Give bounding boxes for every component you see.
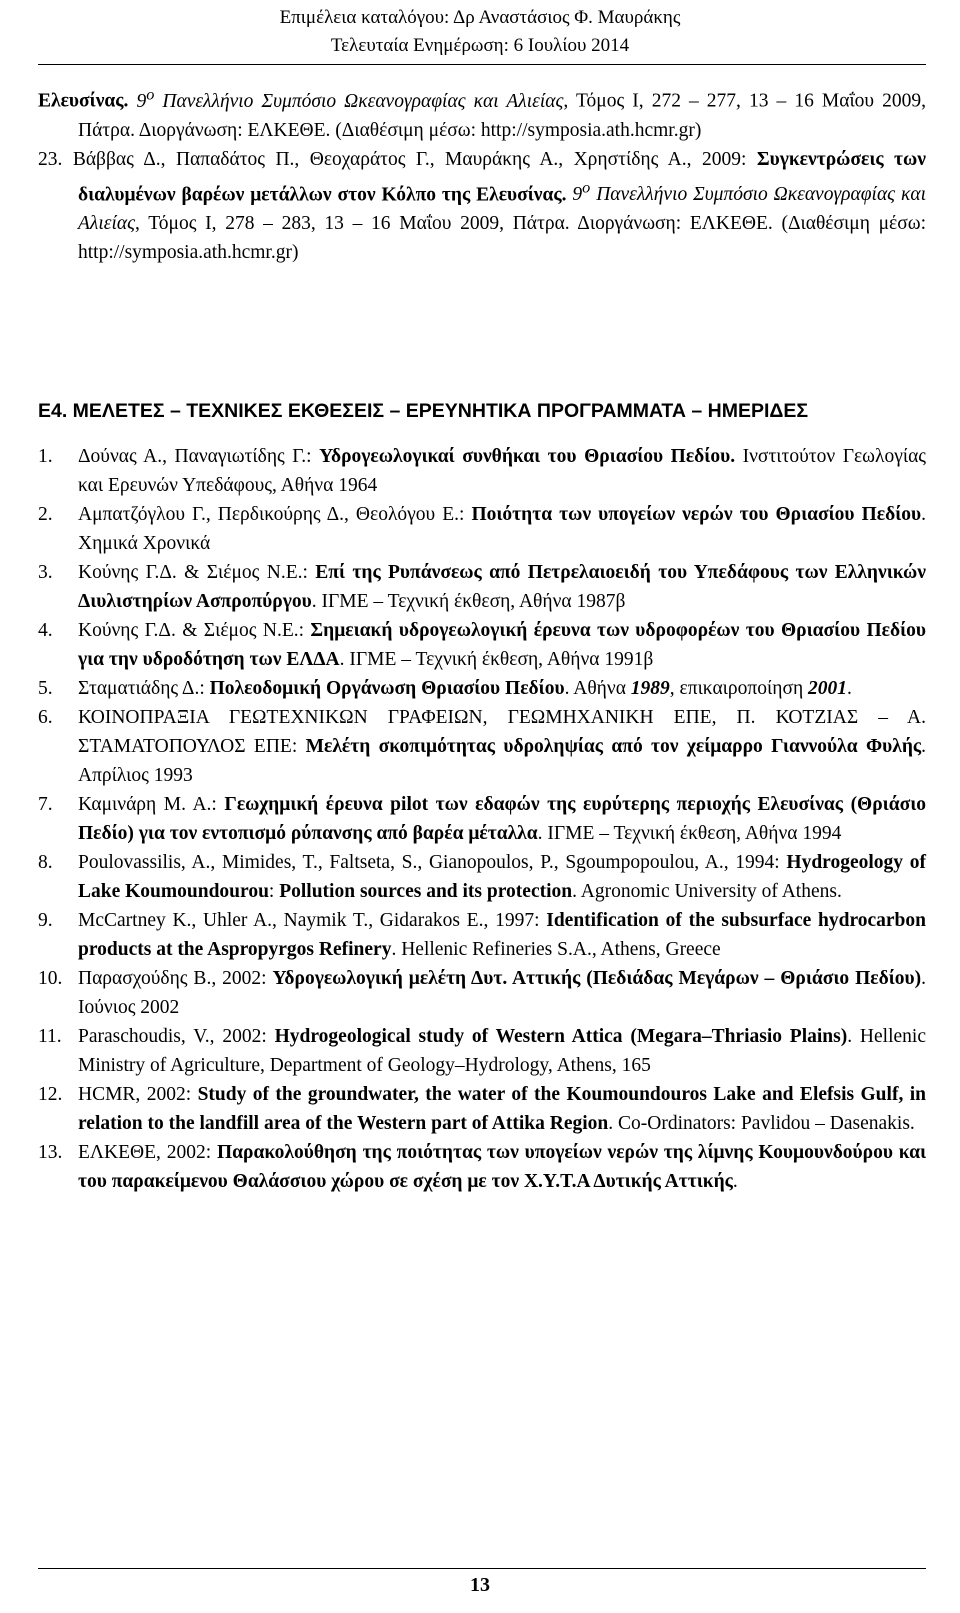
reference-details: . Χημικά Χρονικά: [78, 504, 926, 554]
conference-number: 9: [572, 184, 583, 205]
reference-details: . Αθήνα: [564, 678, 631, 699]
reference-item-1: [38, 442, 926, 500]
reference-number: 4.: [38, 620, 53, 641]
reference-details: . ΙΓΜΕ – Τεχνική έκθεση, Αθήνα 1987β: [311, 591, 626, 612]
reference-item-9: [38, 906, 926, 964]
reference-subtitle: Pollution sources and its protection: [279, 881, 573, 902]
reference-authors: McCartney K., Uhler A., Naymik T., Gidarakos E., 1997:: [78, 910, 547, 931]
reference-23: [38, 145, 926, 268]
reference-number: 11.: [38, 1026, 62, 1047]
reference-details: .: [732, 1171, 738, 1192]
header-divider: [38, 64, 926, 65]
reference-number: 12.: [38, 1084, 63, 1105]
reference-number: 2.: [38, 504, 53, 525]
reference-list: [38, 442, 926, 1196]
reference-number: 10.: [38, 968, 63, 989]
reference-authors: Αμπατζόγλου Γ., Περδικούρης Δ., Θεολόγου Ε.:: [78, 504, 472, 525]
section-title-spacer: [38, 426, 926, 442]
reference-authors: HCMR, 2002:: [78, 1084, 198, 1105]
reference-details: . ΙΓΜΕ – Τεχνική έκθεση, Αθήνα 1991β: [339, 649, 654, 670]
reference-details: . Co-Ordinators: Pavlidou – Dasenakis.: [608, 1113, 915, 1134]
reference-title: Επί της Ρυπάνσεως από Πετρελαιοειδή του Υπεδάφους των Ελληνικών Διυλιστηρίων Ασπροπύργου: [78, 562, 926, 612]
footer-divider: [38, 1568, 926, 1569]
reference-item-10: [38, 964, 926, 1022]
reference-details: . Agronomic University of Athens.: [572, 881, 842, 902]
reference-details: , Τόμος Ι, 278 – 283, 13 – 16 Μαΐου 2009, Πάτρα. Διοργάνωση: ΕΛΚΕΘΕ. (Διαθέσιμη μέσω: http://symposia.ath.hcmr.gr): [78, 213, 926, 263]
reference-authors: ΕΛΚΕΘΕ, 2002:: [78, 1142, 217, 1163]
reference-title: Πολεοδομική Οργάνωση Θριασίου Πεδίου: [209, 678, 565, 699]
reference-number: 1.: [38, 446, 53, 467]
reference-item-2: [38, 500, 926, 558]
ordinal-superscript: ο: [582, 178, 591, 197]
reference-authors: Poulovassilis, A., Mimides, T., Faltseta, S., Gianopoulos, P., Sgoumpopoulou, A., 1994:: [78, 852, 787, 873]
reference-title: Identification of the subsurface hydrocarbon products at the Aspropyrgos Refinery: [78, 910, 926, 960]
reference-number: 7.: [38, 794, 53, 815]
reference-details: , Τόμος Ι, 272 – 277, 13 – 16 Μαΐου 2009, Πάτρα. Διοργάνωση: ΕΛΚΕΘΕ. (Διαθέσιμη μέσω: http://symposia.ath.hcmr.gr): [78, 90, 927, 141]
header-update-line: Τελευταία Ενημέρωση: 6 Ιουλίου 2014: [330, 35, 630, 56]
conference-name: Πανελλήνιο Συμπόσιο Ωκεανογραφίας και Αλιείας: [78, 184, 927, 234]
reference-authors: Σταματιάδης Δ.:: [78, 678, 210, 699]
reference-title: Σημειακή υδρογεωλογική έρευνα των υδροφορέων του Θριασίου Πεδίου για την υδροδότηση των ΕΛΔΑ: [78, 620, 926, 670]
reference-authors: Κούνης Γ.Δ. & Σιέμος Ν.Ε.:: [78, 620, 311, 641]
reference-details: . Ιούνιος 2002: [78, 968, 926, 1018]
reference-title: Study of the groundwater, the water of the Koumoundouros Lake and Elefsis Gulf, in relation to the landfill area of the Western part of Attika Region: [78, 1084, 926, 1134]
reference-authors: Βάββας Δ., Παπαδάτος Π., Θεοχαράτος Γ., Μαυράκης Α., Χρηστίδης Α., 2009:: [72, 148, 747, 170]
document-body: [38, 80, 926, 1196]
reference-title: Υδρογεωλογική μελέτη Δυτ. Αττικής (Πεδιάδας Μεγάρων – Θριάσιο Πεδίου): [272, 968, 922, 989]
reference-item-13: [38, 1138, 926, 1196]
reference-item-4: [38, 616, 926, 674]
reference-item-11: [38, 1022, 926, 1080]
reference-title: Ποιότητα των υπογείων νερών του Θριασίου Πεδίου: [471, 504, 922, 525]
reference-number: 9.: [38, 910, 53, 931]
conference-name: Πανελλήνιο Συμπόσιο Ωκεανογραφίας και Αλιείας: [162, 90, 564, 112]
reference-item-12: [38, 1080, 926, 1138]
reference-title: Hydrogeology of Lake Koumoundourou: [78, 852, 926, 902]
reference-title: Συγκεντρώσεις των διαλυμένων βαρέων μετάλλων στον Κόλπο της Ελευσίνας.: [78, 148, 926, 205]
reference-number: 23.: [38, 148, 63, 170]
reference-authors: ΚΟΙΝΟΠΡΑΞΙΑ ΓΕΩΤΕΧΝΙΚΩΝ ΓΡΑΦΕΙΩΝ, ΓΕΩΜΗΧΑΝΙΚΗ ΕΠΕ, Π. ΚΟΤΖΙΑΣ – Α. ΣΤΑΜΑΤΟΠΟΥΛΟΣ ΕΠΕ:: [78, 707, 926, 757]
reference-item-5: [38, 674, 926, 703]
ordinal-superscript: ο: [146, 85, 155, 103]
reference-details: , επικαιροποίηση: [669, 678, 809, 699]
reference-details: Ινστιτούτον Γεωλογίας και Ερευνών Υπεδάφους, Αθήνα 1964: [78, 446, 927, 496]
reference-year: 2001: [808, 678, 848, 699]
reference-title: Hydrogeological study of Western Attica (Megara–Thriasio Plains): [274, 1026, 848, 1047]
reference-details: . ΙΓΜΕ – Τεχνική έκθεση, Αθήνα 1994: [537, 823, 842, 844]
reference-title: Παρακολούθηση της ποιότητας των υπογείων νερών της λίμνης Κουμουνδούρου και του παρακείμενου Θαλάσσιου χώρου σε σχέση με τον Χ.Υ.Τ.Α Δυτικής Αττικής: [78, 1142, 927, 1192]
reference-22-continued: [38, 80, 926, 145]
reference-number: 13.: [38, 1142, 63, 1163]
reference-authors: Καμινάρη Μ. Α.:: [78, 794, 225, 815]
header-editor-line: Επιμέλεια καταλόγου: Δρ Αναστάσιος Φ. Μαυράκης: [279, 7, 681, 28]
reference-item-8: [38, 848, 926, 906]
page-number: 13: [470, 1574, 490, 1596]
reference-authors: Δούνας Α., Παναγιωτίδης Γ.:: [78, 446, 320, 467]
reference-details: . Hellenic Refineries S.A., Athens, Greece: [391, 939, 721, 960]
reference-number: 5.: [38, 678, 53, 699]
reference-title: Ελευσίνας.: [38, 90, 129, 112]
reference-authors: Παρασχούδης Β., 2002:: [78, 968, 273, 989]
reference-authors: Paraschoudis, V., 2002:: [78, 1026, 275, 1047]
section-spacer: [38, 267, 926, 397]
reference-number: 6.: [38, 707, 53, 728]
reference-separator: :: [268, 881, 280, 902]
reference-title: Υδρογεωλογικαί συνθήκαι του Θριασίου Πεδίου.: [319, 446, 736, 467]
reference-title: Γεωχημική έρευνα pilot των εδαφών της ευρύτερης περιοχής Ελευσίνας (Θριάσιο Πεδίο) για τον εντοπισμό ρύπανσης από βαρέα μέταλλα: [78, 794, 926, 844]
reference-item-6: [38, 703, 926, 790]
reference-title: Μελέτη σκοπιμότητας υδροληψίας από τον χείμαρρο Γιαννούλα Φυλής: [305, 736, 922, 757]
section-title: Ε4. ΜΕΛΕΤΕΣ – ΤΕΧΝΙΚΕΣ ΕΚΘΕΣΕΙΣ – ΕΡΕΥΝΗΤΙΚΑ ΠΡΟΓΡΑΜΜΑΤΑ – ΗΜΕΡΙΔΕΣ: [38, 400, 809, 422]
reference-number: 3.: [38, 562, 53, 583]
page-header: [0, 4, 960, 60]
reference-number: 8.: [38, 852, 53, 873]
reference-conference: [136, 85, 564, 112]
reference-year: 1989: [630, 678, 670, 699]
reference-item-7: [38, 790, 926, 848]
conference-number: 9: [136, 90, 147, 112]
reference-authors: Κούνης Γ.Δ. & Σιέμος Ν.Ε.:: [78, 562, 316, 583]
reference-details: .: [847, 678, 852, 699]
reference-details: . Απρίλιος 1993: [78, 736, 927, 786]
reference-details: . Hellenic Ministry of Agriculture, Department of Geology–Hydrology, Athens, 165: [78, 1026, 926, 1076]
reference-item-3: [38, 558, 926, 616]
